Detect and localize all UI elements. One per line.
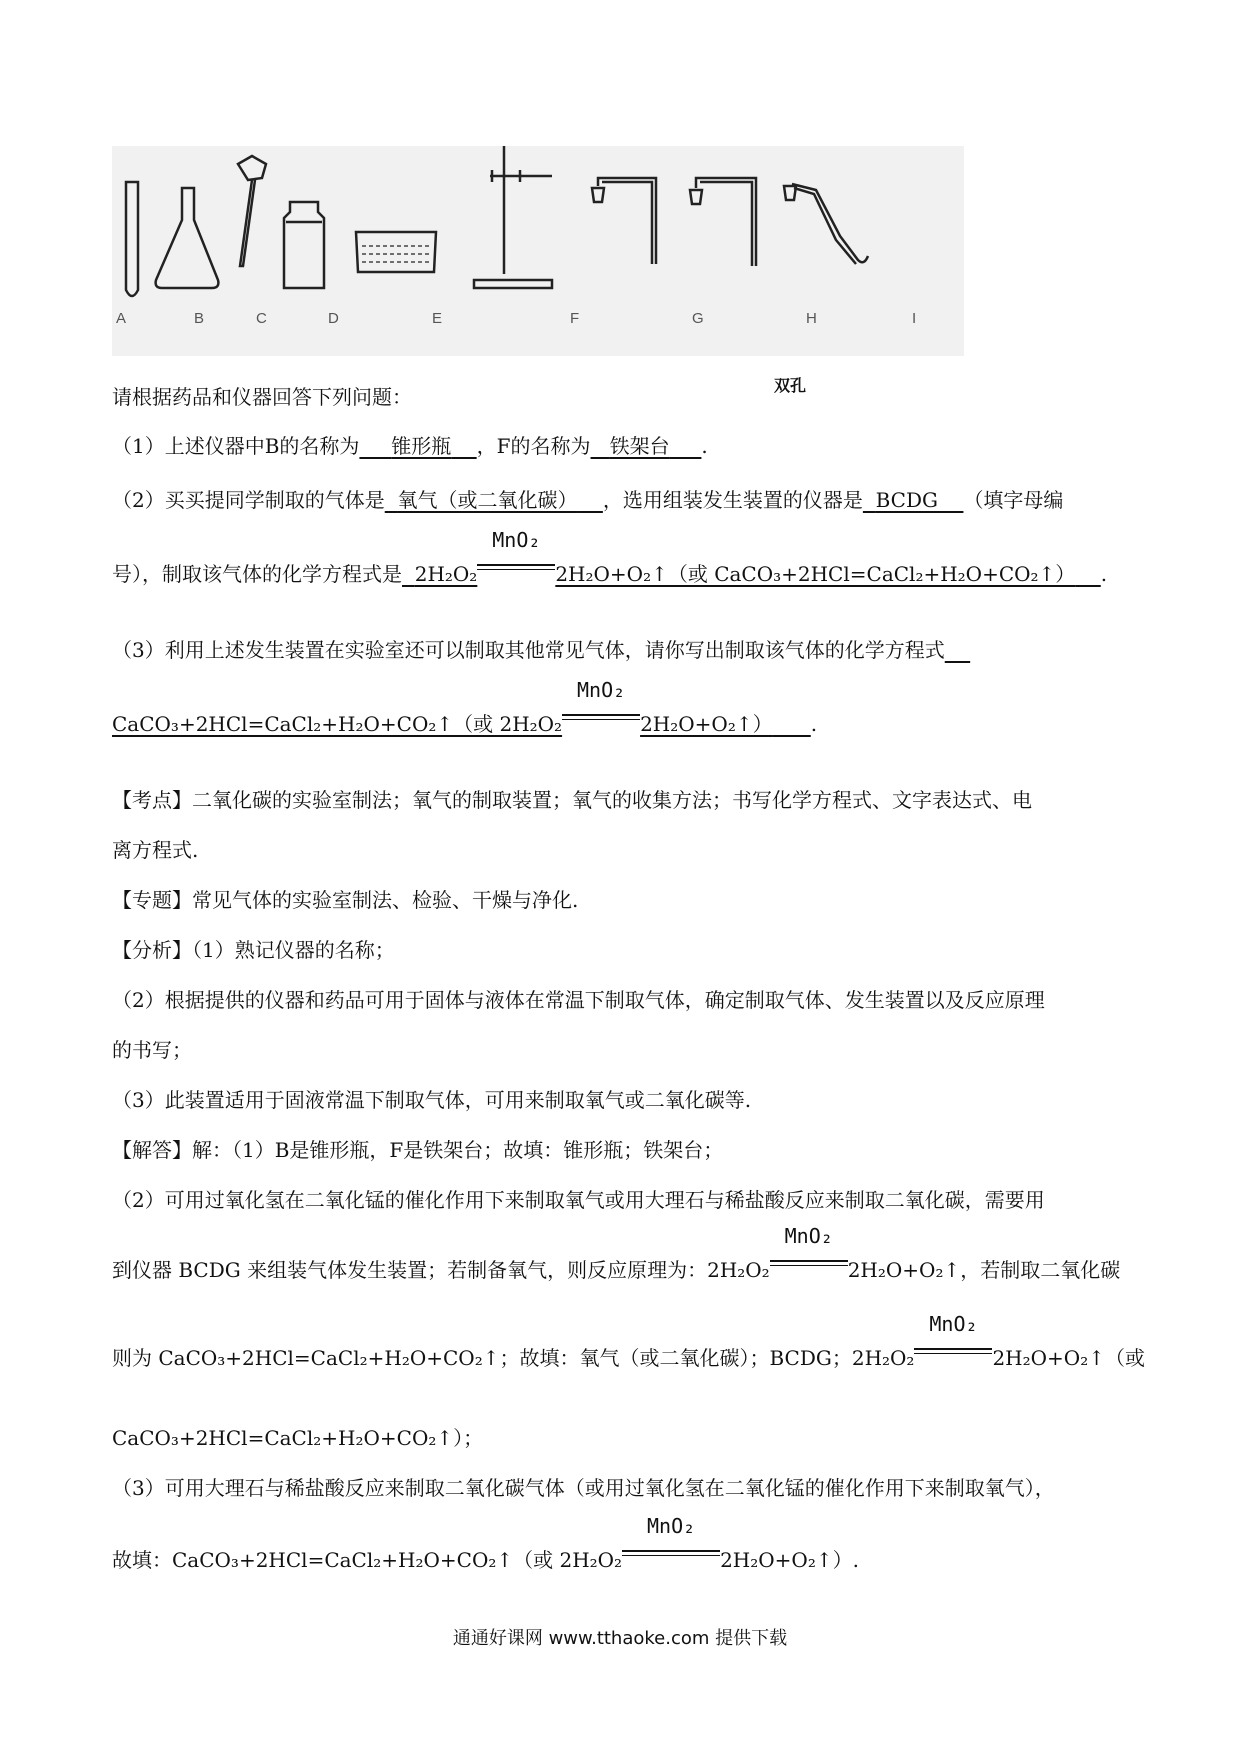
question-1: （1）上述仪器中B的名称为 锥形瓶 ，F的名称为 铁架台 . [112, 434, 708, 458]
jieda-line-1: 【解答】解：（1）B是锥形瓶，F是铁架台；故填：锥形瓶；铁架台； [112, 1138, 724, 1162]
conical-flask-drawing [156, 188, 219, 288]
figure-label-i: I [912, 310, 917, 327]
test-tube-drawing [126, 182, 138, 296]
figure-label-e: E [432, 310, 443, 327]
trough-drawing [356, 232, 436, 272]
jieda-line-2d: CaCO₃+2HCl=CaCl₂+H₂O+CO₂↑）； [112, 1426, 484, 1450]
apparatus-figure [112, 146, 964, 395]
figure-label-c: C [256, 310, 267, 327]
jieda-line-3a: （3）可用大理石与稀盐酸反应来制取二氧化碳气体（或用过氧化氢在二氧化锰的催化作用下来制取氧气）， [112, 1476, 1055, 1500]
reaction-condition-arrow: MnO₂ [770, 1256, 848, 1284]
kaodian-line-1: 【考点】二氧化碳的实验室制法；氧气的制取装置；氧气的收集方法；书写化学方程式、文字表达式、电 [112, 788, 1032, 812]
figure-label-d: D [328, 310, 339, 327]
intro-text: 请根据药品和仪器回答下列问题： [112, 385, 412, 409]
zhuanti-line: 【专题】常见气体的实验室制法、检验、干燥与净化. [112, 888, 579, 912]
question-3-line-1: （3）利用上述发生装置在实验室还可以制取其他常见气体，请你写出制取该气体的化学方程式 [112, 638, 945, 662]
figure-label-h: H [806, 310, 817, 327]
figure-label-a: A [116, 310, 127, 327]
fenxi-line-2b: 的书写； [112, 1038, 192, 1062]
reaction-condition-arrow: MnO₂ [477, 560, 555, 588]
fenxi-line-1: 【分析】（1）熟记仪器的名称； [112, 938, 395, 962]
jieda-line-2a: （2）可用过氧化氢在二氧化锰的催化作用下来制取氧气或用大理石与稀盐酸反应来制取二氧化碳，需要用 [112, 1188, 1045, 1212]
answer-blank-equation-2: CaCO₃+2HCl=CaCl₂+H₂O+CO₂↑（或 2H₂O₂ [112, 712, 563, 736]
answer-blank-gas: 氧气（或二氧化碳） [397, 488, 578, 512]
apparatus-drawings [112, 146, 964, 356]
delivery-tube-h-drawing [690, 178, 756, 266]
answer-blank-apparatus: BCDG [875, 488, 938, 512]
fenxi-line-3: （3）此装置适用于固液常温下制取气体，可用来制取氧气或二氧化碳等. [112, 1088, 752, 1112]
bottle-drawing [284, 202, 324, 288]
reaction-condition-arrow: MnO₂ [622, 1546, 720, 1574]
figure-label-g: G [692, 310, 704, 327]
kaodian-line-2: 离方程式. [112, 838, 199, 862]
funnel-drawing [238, 156, 266, 266]
answer-blank-b: 锥形瓶 [391, 434, 452, 458]
delivery-tube-i-drawing [784, 184, 868, 264]
question-3-line-2: CaCO₃+2HCl=CaCl₂+H₂O+CO₂↑（或 2H₂O₂ MnO₂ 2H₂O+O₂↑） . [112, 678, 818, 736]
question-2-line-2: 号），制取该气体的化学方程式是 2H₂O₂ MnO₂ 2H₂O+O₂↑（或 CaCO₃+2HCl=CaCl₂+H₂O+CO₂↑） . [112, 528, 1108, 586]
footer-source: 通通好课网 www.tthaoke.com 提供下载 [452, 1628, 788, 1649]
reaction-condition-arrow: MnO₂ [562, 710, 640, 738]
double-hole-label: 双孔 [774, 376, 807, 395]
delivery-tube-g-drawing [592, 178, 656, 264]
reaction-condition-arrow: MnO₂ [914, 1344, 992, 1372]
jieda-line-2b: 到仪器 BCDG 来组装气体发生装置；若制备氧气，则反应原理为：2H₂O₂ MnO₂ 2H₂O+O₂↑，若制取二氧化碳 [112, 1224, 1121, 1282]
figure-label-b: B [194, 310, 205, 327]
answer-blank-equation: 2H₂O₂ [414, 562, 478, 586]
figure-label-f: F [570, 310, 580, 327]
answer-blank-f: 铁架台 [609, 434, 670, 458]
iron-stand-drawing [474, 146, 552, 288]
jieda-line-3b: 故填：CaCO₃+2HCl=CaCl₂+H₂O+CO₂↑（或 2H₂O₂ MnO₂ 2H₂O+O₂↑）. [112, 1514, 859, 1572]
jieda-line-2c: 则为 CaCO₃+2HCl=CaCl₂+H₂O+CO₂↑；故填：氧气（或二氧化碳）；BCDG；2H₂O₂ MnO₂ 2H₂O+O₂↑（或 [112, 1312, 1145, 1370]
fenxi-line-2a: （2）根据提供的仪器和药品可用于固体与液体在常温下制取气体，确定制取气体、发生装置以及反应原理 [112, 988, 1045, 1012]
question-2-line-1: （2）买买提同学制取的气体是 氧气（或二氧化碳） ，选用组装发生装置的仪器是 BCDG （填字母编 [112, 488, 1064, 512]
